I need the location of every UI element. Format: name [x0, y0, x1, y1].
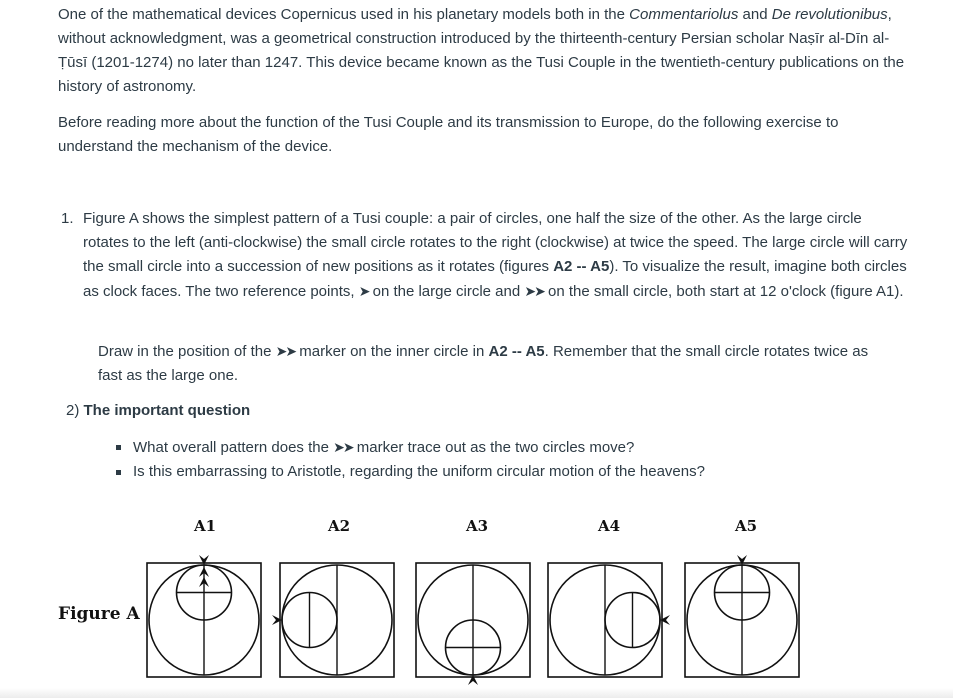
question-1-number: 1.: [61, 210, 74, 227]
figure-label-a3: A3: [465, 517, 489, 535]
double-arrow-marker-icon: ➤➤: [524, 283, 544, 299]
figure-a-label: Figure A: [58, 604, 140, 624]
intro-text: One of the mathematical devices Copernicus used in his planetary models both in the: [58, 6, 630, 23]
q1-text: ). To visualize the result, imagine both circles as clock faces. The two reference points,: [83, 258, 907, 300]
title-de-revolutionibus: De revolutionibus: [771, 6, 888, 23]
q1-text: on the small circle, both start at 12 o'clock (figure A1).: [543, 283, 904, 300]
double-arrow-marker-icon: ➤➤: [333, 439, 353, 455]
bottom-shadow: [0, 688, 953, 698]
figure-label-a5: A5: [734, 517, 758, 535]
bullet-text: What overall pattern does the: [133, 439, 334, 456]
figure-range-label: A2 -- A5: [488, 343, 545, 360]
bullet-text: marker trace out as the two circles move?: [352, 439, 635, 456]
figure-range-label: A2 -- A5: [553, 258, 610, 275]
q1-text: Figure A shows the simplest pattern of a Tusi couple: a pair of circles, one half the size of the other. As the large circle rotates to the left (anti-clockwise) the small circle rotates to the right (clockwise) at twice the speed. The large circle will carry the small circle into a succession of new positions as it rotates (figures: [83, 210, 908, 275]
instruction-text: marker on the inner circle in: [295, 343, 489, 360]
list-item: Is this embarrassing to Aristotle, regarding the uniform circular motion of the heavens?: [115, 460, 835, 484]
question-2-number: 2): [66, 402, 80, 419]
figure-label-a1: A1: [193, 517, 217, 535]
intro-text: , without acknowledgment, was a geometrical construction introduced by the thirteenth-century Persian scholar Naṣīr al-Dīn al-Ṭūsī (1201-1274) no later than 1247. This device became known as the Tusi Couple in the twentieth-century publications on the history of astronomy.: [58, 6, 905, 95]
q1-text: on the large circle and: [368, 283, 525, 300]
intro-text: and: [738, 6, 772, 23]
figure-label-a2: A2: [327, 517, 351, 535]
double-arrow-marker-icon: ➤➤: [275, 343, 296, 359]
title-commentariolus: Commentariolus: [629, 6, 739, 23]
question-2-title: The important question: [83, 402, 251, 419]
single-arrow-marker-icon: ➤: [358, 283, 369, 299]
instruction-text: Draw in the position of the: [98, 343, 276, 360]
instruction-text: . Remember that the small circle rotates twice as fast as the large one.: [98, 343, 869, 384]
intro-paragraph-2: Before reading more about the function of the Tusi Couple and its transmission to Europe, do the following exercise to understand the mechanism of the device.: [58, 114, 839, 155]
figure-label-a4: A4: [597, 517, 621, 535]
